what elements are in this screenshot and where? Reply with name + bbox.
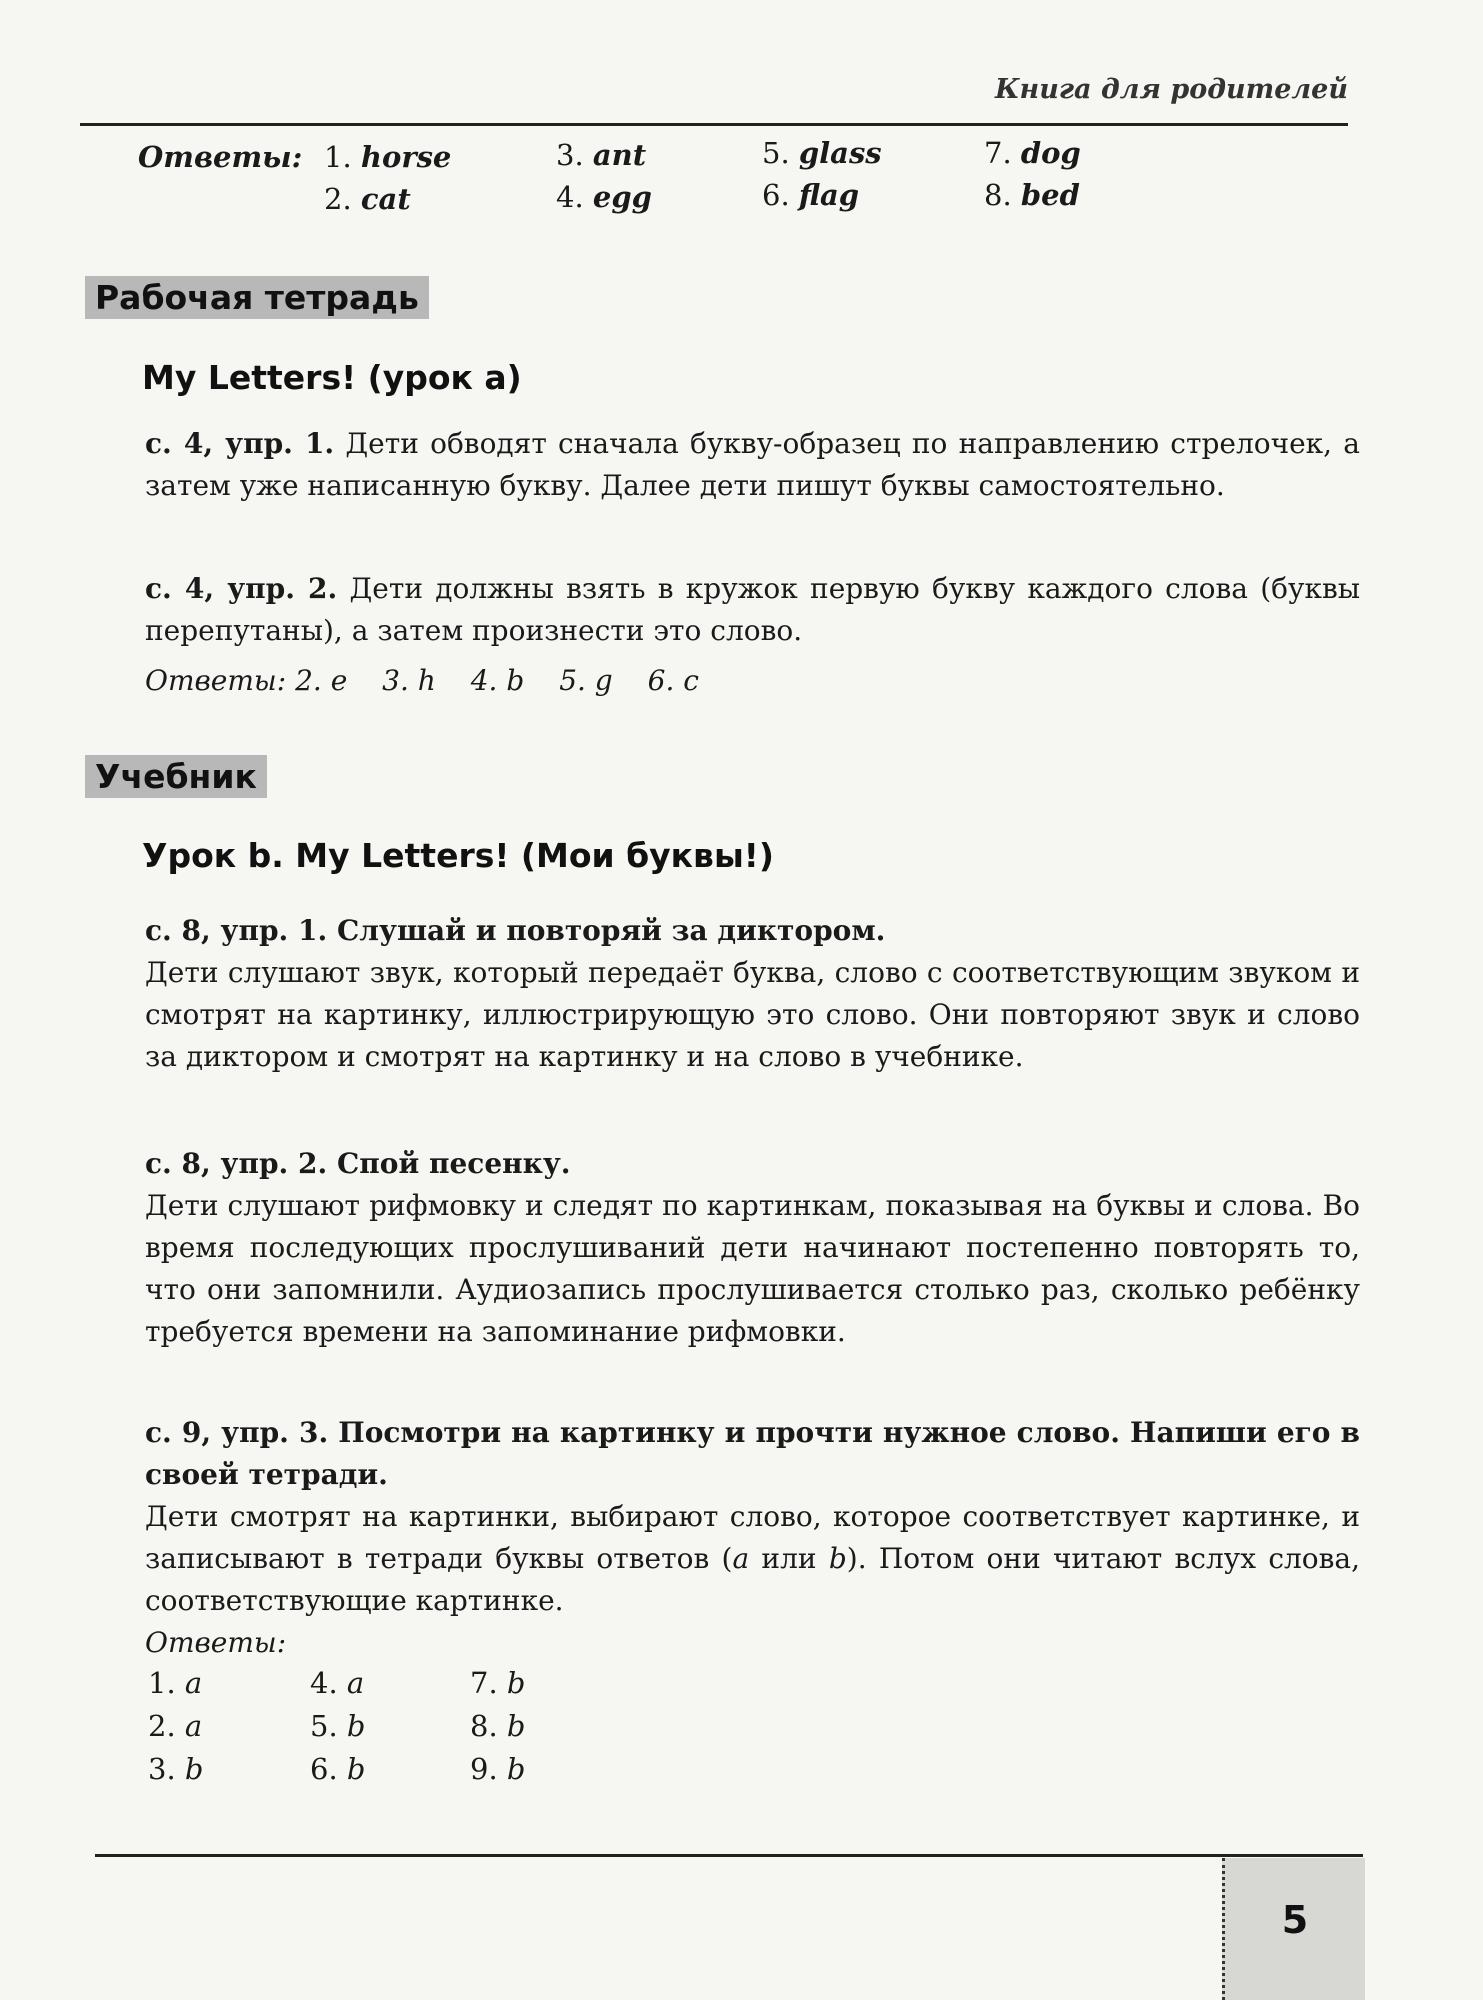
answer-item: 2. a	[148, 1709, 203, 1743]
answers-label: Ответы:	[145, 1626, 287, 1659]
answer-item: 3. h	[382, 664, 436, 697]
workbook-exercise-1	[145, 423, 1360, 507]
answer-item: 4. egg	[556, 180, 652, 214]
answer-item: 9. b	[470, 1752, 526, 1786]
page-number: 5	[1281, 1898, 1309, 1942]
answer-item: 1. horse	[324, 140, 452, 174]
answer-item: 5. b	[310, 1709, 366, 1743]
lesson-title-b: Урок b. My Letters! (Мои буквы!)	[142, 836, 774, 875]
answer-item: 4. a	[310, 1666, 365, 1700]
answer-item: 6. b	[310, 1752, 366, 1786]
workbook-exercise-2-answers	[145, 660, 1360, 702]
answer-item: 4. b	[470, 664, 525, 697]
answer-item: 6. c	[647, 664, 699, 697]
answer-item: 8. bed	[984, 178, 1080, 212]
exercise-text: Дети смотрят на картинки, выбирают слово, которое соответствует картинке, и записывают в тетради буквы ответов (a или b). Потом они читают вслух слова, соответствующие картинке.	[145, 1500, 1360, 1617]
answer-item: 7. b	[470, 1666, 526, 1700]
answer-item: 1. a	[148, 1666, 203, 1700]
textbook-exercise-1	[145, 910, 1360, 1078]
workbook-exercise-2	[145, 568, 1360, 652]
footer-rule	[95, 1854, 1363, 1857]
answer-item: 7. dog	[984, 136, 1081, 170]
answer-item: 5. glass	[762, 136, 882, 170]
answer-item: 3. ant	[556, 138, 647, 172]
exercise-text: Дети должны взять в кружок первую букву каждого слова (буквы перепутаны), а затем произнести это слово.	[145, 572, 1361, 647]
answer-item: 8. b	[470, 1709, 526, 1743]
answers-label: Ответы:	[138, 140, 303, 174]
answer-item: 5. g	[559, 664, 613, 697]
answer-item: 3. b	[148, 1752, 204, 1786]
section-tag-textbook: Учебник	[85, 755, 267, 798]
running-header: Книга для родителей	[995, 74, 1348, 105]
textbook-exercise-2	[145, 1143, 1360, 1353]
exercise-ref: с. 4, упр. 1.	[145, 427, 335, 460]
exercise-title: с. 9, упр. 3. Посмотри на картинку и прочти нужное слово. Напиши его в своей тетради.	[145, 1416, 1360, 1491]
exercise-title: с. 8, упр. 2. Спой песенку.	[145, 1147, 571, 1180]
lesson-title-a: My Letters! (урок a)	[142, 358, 522, 397]
answer-item: 6. flag	[762, 178, 860, 212]
exercise-ref: с. 4, упр. 2.	[145, 572, 338, 605]
page-number-box	[1222, 1858, 1365, 2000]
textbook-exercise-3	[145, 1412, 1360, 1664]
answer-item: 2. cat	[324, 182, 411, 216]
exercise-title: с. 8, упр. 1. Слушай и повторяй за диктором.	[145, 914, 886, 947]
answers-label: Ответы:	[145, 664, 287, 697]
exercise-text: Дети слушают рифмовку и следят по картинкам, показывая на буквы и слова. Во время последующих прослушиваний дети начинают постепенно повторять то, что они запомнили. Аудиозапись прослушивается столько раз, сколько ребёнку требуется времени на запоминание рифмовки.	[145, 1189, 1360, 1348]
header-rule	[80, 123, 1348, 126]
answer-item: 2. e	[295, 664, 348, 697]
section-tag-workbook: Рабочая тетрадь	[85, 276, 429, 319]
exercise-text: Дети слушают звук, который передаёт буква, слово с соответствующим звуком и смотрят на картинку, иллюстрирующую это слово. Они повторяют звук и слово за диктором и смотрят на картинку и на слово в учебнике.	[145, 956, 1360, 1073]
exercise-text: Дети обводят сначала букву-образец по направлению стрелочек, а затем уже написанную букву. Далее дети пишут буквы самостоятельно.	[145, 427, 1360, 502]
